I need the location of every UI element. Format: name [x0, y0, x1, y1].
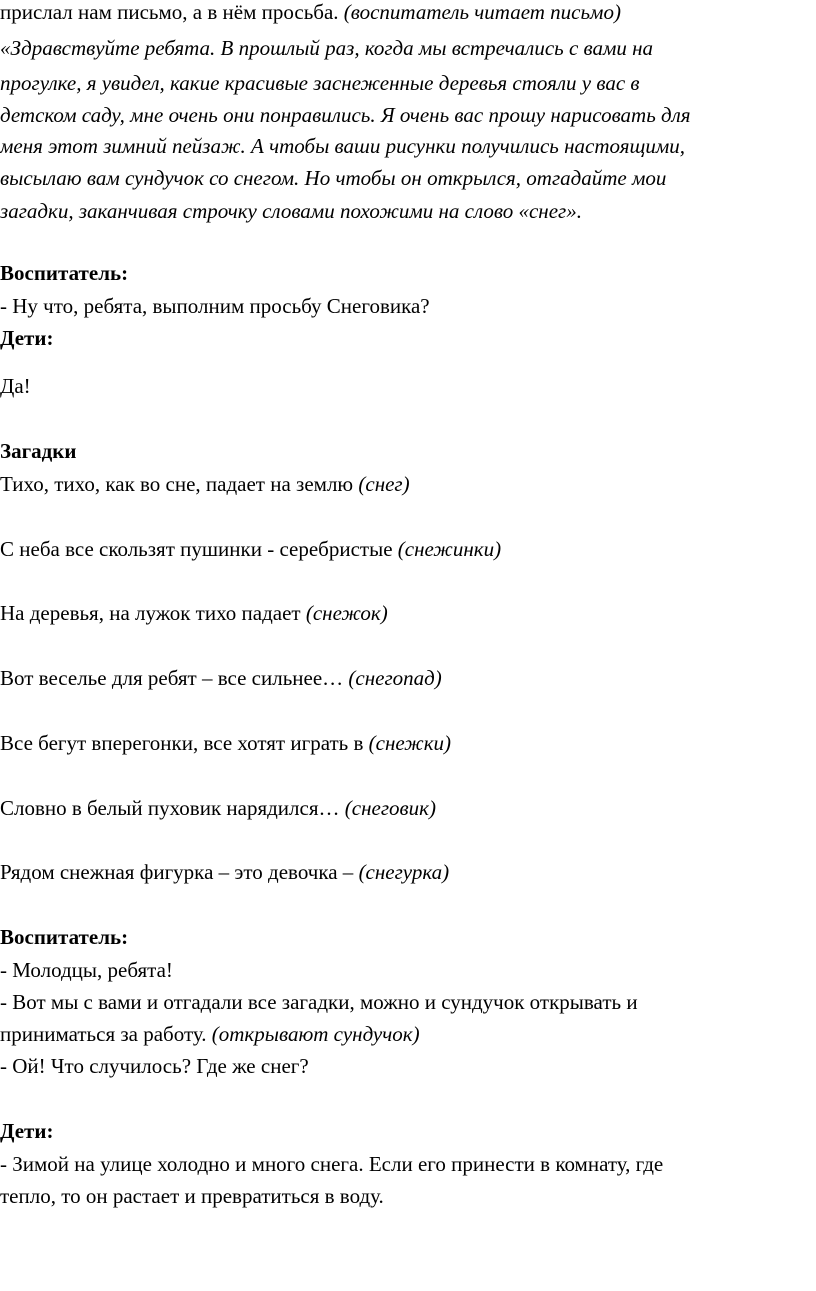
riddle-5 [0, 727, 451, 759]
riddle-3 [0, 597, 388, 629]
riddle-text: Вот веселье для ребят – все сильнее… [0, 666, 349, 690]
stage-direction: (воспитатель читает письмо) [343, 0, 621, 24]
intro-line-2: «Здравствуйте ребята. В прошлый раз, когда мы встречались с вами на [0, 36, 654, 60]
teacher-line-2a: - Молодцы, ребята! [0, 958, 173, 982]
teacher-line-2d: - Ой! Что случилось? Где же снег? [0, 1054, 309, 1078]
riddle-answer: (снегопад) [348, 666, 442, 690]
riddles-heading: Загадки [0, 439, 77, 463]
riddle-text: С неба все скользят пушинки - серебристые [0, 537, 398, 561]
intro-line-1-text: прислал нам письмо, а в нём просьба. [0, 0, 344, 24]
teacher-line-1: - Ну что, ребята, выполним просьбу Снеговика? [0, 294, 430, 318]
intro-line-7: загадки, заканчивая строчку словами похожими на слово «снег». [0, 199, 582, 223]
teacher-line-2c [0, 1018, 420, 1050]
riddle-answer: (снежки) [368, 731, 452, 755]
intro-line-6: высылаю вам сундучок со снегом. Но чтобы он открылся, отгадайте мои [0, 166, 667, 190]
riddle-answer: (снеговик) [344, 796, 436, 820]
riddle-7 [0, 856, 449, 888]
teacher-line-2c-text: приниматься за работу. [0, 1022, 212, 1046]
children-label-1: Дети: [0, 326, 54, 350]
riddle-1 [0, 468, 410, 500]
riddle-2 [0, 533, 501, 565]
riddle-4 [0, 662, 442, 694]
riddle-answer: (снежинки) [397, 537, 502, 561]
intro-line-1 [0, 0, 621, 28]
children-label-2: Дети: [0, 1119, 54, 1143]
riddle-text: Тихо, тихо, как во сне, падает на землю [0, 472, 359, 496]
children-line-1: Да! [0, 374, 31, 398]
teacher-label-1: Воспитатель: [0, 261, 129, 285]
children-line-2a: - Зимой на улице холодно и много снега. Если его принести в комнату, где [0, 1152, 664, 1176]
riddle-text: Все бегут вперегонки, все хотят играть в [0, 731, 369, 755]
riddle-answer: (снег) [358, 472, 410, 496]
riddle-answer: (снежок) [305, 601, 388, 625]
teacher-line-2b: - Вот мы с вами и отгадали все загадки, можно и сундучок открывать и [0, 990, 638, 1014]
stage-direction: (открывают сундучок) [211, 1022, 420, 1046]
riddle-6 [0, 792, 436, 824]
riddle-text: Рядом снежная фигурка – это девочка – [0, 860, 359, 884]
riddle-text: На деревья, на лужок тихо падает [0, 601, 306, 625]
riddle-text: Словно в белый пуховик нарядился… [0, 796, 345, 820]
children-line-2b: тепло, то он растает и превратиться в воду. [0, 1184, 384, 1208]
intro-line-3: прогулке, я увидел, какие красивые заснеженные деревья стояли у вас в [0, 71, 640, 95]
intro-line-4: детском саду, мне очень они понравились. Я очень вас прошу нарисовать для [0, 103, 691, 127]
riddle-answer: (снегурка) [358, 860, 450, 884]
intro-line-5: меня этот зимний пейзаж. А чтобы ваши рисунки получились настоящими, [0, 134, 685, 158]
teacher-label-2: Воспитатель: [0, 925, 129, 949]
